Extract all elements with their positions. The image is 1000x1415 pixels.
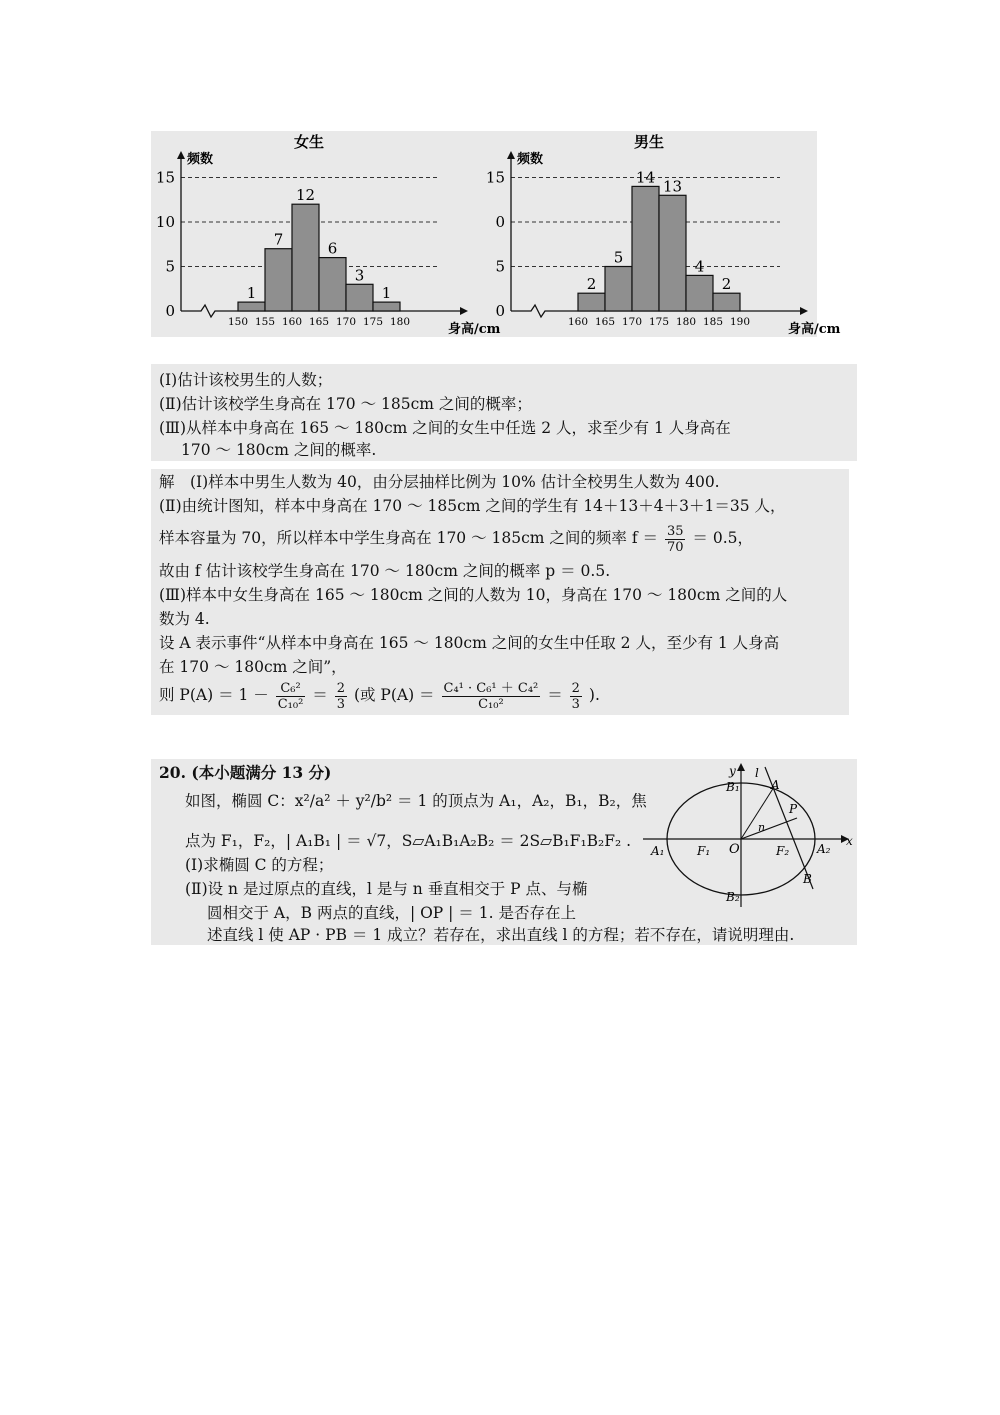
boys-x-tick-6: 190 (729, 316, 751, 328)
label-b2: B₂ (726, 890, 740, 904)
boys-x-tick-1: 165 (594, 316, 616, 328)
solution-line-7: 设 A 表示事件“从样本中身高在 165 ～ 180cm 之间的女生中任取 2 人，至少有 1 人身高 (159, 634, 780, 652)
ellipse-figure (641, 761, 861, 911)
solution-panel (151, 469, 849, 715)
label-n: n (758, 821, 766, 834)
boys-bar-3 (659, 195, 686, 311)
boys-x-tick-4: 180 (675, 316, 697, 328)
boys-bar-1 (605, 267, 632, 312)
boys-chart-title: 男生 (633, 133, 665, 151)
girls-bar-label-1: 7 (273, 230, 284, 249)
girls-bar-2 (292, 204, 319, 311)
boys-x-tick-5: 185 (702, 316, 724, 328)
label-a2: A₂ (817, 842, 831, 856)
problem-20-header: 20. (本小题满分 13 分) (159, 763, 332, 782)
solution-line-8: 在 170 ～ 180cm 之间”， (159, 658, 347, 676)
girls-bar-0 (238, 302, 265, 311)
solution-line-6: 数为 4. (159, 610, 210, 628)
girls-bar-label-4: 3 (354, 266, 365, 285)
label-y: y (729, 764, 736, 778)
boys-bar-5 (713, 293, 740, 311)
solution-line-5: (Ⅲ)样本中女生身高在 165 ～ 180cm 之间的人数为 10，身高在 170 ～ 180cm 之间的人 (159, 586, 788, 604)
label-l: l (755, 766, 759, 780)
question-2: (Ⅱ)估计该校学生身高在 170 ～ 185cm 之间的概率； (159, 395, 532, 413)
girls-y-tick-0: 0 (165, 302, 175, 320)
label-a: A (771, 778, 780, 792)
girls-x-tick-5: 175 (362, 316, 384, 328)
label-p: P (789, 802, 798, 816)
boys-bar-label-2: 14 (635, 168, 656, 187)
girls-x-tick-2: 160 (281, 316, 303, 328)
girls-y-tick-2: 10 (155, 213, 175, 231)
girls-y-tick-3: 15 (155, 168, 175, 187)
boys-x-tick-2: 170 (621, 316, 643, 328)
fraction-35-70: $\frac{35}{70}$ (666, 523, 684, 555)
fraction-c62-c102: $\frac{\text{C₆²}}{\text{C₁₀²}}$ (277, 680, 304, 712)
solution-line-3: 样本容量为 70，所以样本中学生身高在 170 ～ 185cm 之间的频率 f ＝ $\frac{35}{70}$ ＝ 0.5， (159, 523, 753, 555)
girls-x-tick-4: 170 (335, 316, 357, 328)
girls-x-tick-3: 165 (308, 316, 330, 328)
y-axis-arrow (737, 763, 745, 771)
solution-line-1: 解 (Ⅰ)样本中男生人数为 40，由分层抽样比例为 10% 估计全校男生人数为 400. (159, 473, 720, 491)
question-3: (Ⅲ)从样本中身高在 165 ～ 180cm 之间的女生中任选 2 人，求至少有 1 人身高在 (159, 419, 731, 437)
boys-x-tick-0: 160 (567, 316, 589, 328)
label-b: B (803, 872, 812, 886)
label-x: x (846, 834, 853, 848)
problem-20-line-3: 点为 F₁，F₂，| A₁B₁ | ＝ √7，S▱A₁B₁A₂B₂ ＝ 2S▱B₁F₁B₂F₂ . (185, 832, 632, 850)
girls-bar-label-0: 1 (246, 284, 257, 303)
histogram-panel (151, 131, 841, 337)
girls-x-axis-label: 身高/cm (448, 322, 501, 337)
problem-20-line-7: 述直线 l 使 AP · PB ＝ 1 成立？若存在，求出直线 l 的方程；若不存在，请说明理由. (207, 926, 795, 944)
problem-20-line-5: (Ⅱ)设 n 是过原点的直线，l 是与 n 垂直相交于 P 点、与椭 (185, 880, 588, 898)
question-3-cont: 170 ～ 180cm 之间的概率. (181, 441, 377, 459)
boys-x-axis-label: 身高/cm (788, 322, 841, 337)
problem-20-panel (151, 759, 857, 945)
label-o: O (729, 842, 740, 857)
girls-bar-3 (319, 258, 346, 311)
girls-x-tick-6: 180 (389, 316, 411, 328)
girls-x-tick-0: 150 (227, 316, 249, 328)
questions-panel (151, 364, 857, 461)
boys-bar-label-4: 4 (694, 257, 705, 276)
problem-20-line-6: 圆相交于 A，B 两点的直线，| OP | ＝ 1. 是否存在上 (207, 904, 576, 922)
boys-y-tick-3: 15 (485, 168, 505, 187)
girls-bar-4 (346, 284, 373, 311)
girls-x-axis-arrow (460, 307, 468, 315)
boys-x-tick-3: 175 (648, 316, 670, 328)
boys-bar-0 (578, 293, 605, 311)
label-f1: F₁ (697, 844, 711, 858)
girls-y-axis-arrow (177, 151, 185, 159)
girls-x-tick-1: 155 (254, 316, 276, 328)
girls-bar-5 (373, 302, 400, 311)
solution-line-4: 故由 f 估计该校学生身高在 170 ～ 180cm 之间的概率 p ＝ 0.5. (159, 562, 611, 580)
label-a1: A₁ (651, 844, 665, 858)
girls-y-axis-label: 频数 (187, 152, 214, 167)
question-1: (Ⅰ)估计该校男生的人数； (159, 371, 333, 389)
boys-bar-4 (686, 275, 713, 311)
boys-x-axis-arrow (800, 307, 808, 315)
boys-bar-label-0: 2 (586, 275, 597, 294)
girls-bar-label-5: 1 (381, 284, 392, 303)
boys-y-tick-1: 5 (495, 257, 505, 276)
boys-y-axis-label: 频数 (517, 152, 544, 167)
boys-y-tick-0: 0 (495, 302, 505, 320)
histogram-figure (151, 131, 841, 337)
girls-y-tick-1: 5 (165, 257, 175, 276)
label-b1: B₁ (726, 780, 740, 794)
boys-y-axis-arrow (507, 151, 515, 159)
girls-bar-1 (265, 249, 292, 311)
girls-bar-label-3: 6 (327, 239, 338, 258)
fraction-2-3-a: $\frac{2}{3}$ (336, 680, 345, 712)
boys-bar-2 (632, 186, 659, 311)
solution-line-2: (Ⅱ)由统计图知，样本中身高在 170 ～ 185cm 之间的学生有 14＋13＋4＋3＋1＝35 人， (159, 497, 786, 515)
label-f2: F₂ (776, 844, 790, 858)
fraction-2-3-b: $\frac{2}{3}$ (571, 680, 580, 712)
boys-bar-label-3: 13 (662, 177, 683, 196)
boys-y-tick-2: 0 (495, 213, 505, 231)
problem-20-line-2: 如图，椭圆 C：x²/a² ＋ y²/b² ＝ 1 的顶点为 A₁，A₂，B₁，B₂，焦 (185, 792, 647, 810)
girls-bar-label-2: 12 (295, 186, 316, 205)
solution-line-9: 则 P(A) ＝ 1 － $\frac{\text{C₆²}}{\text{C₁₀²}}$ ＝ $\frac{2}{3}$ (或 P(A) ＝ $\frac{\text{C₄¹ · C₆¹ ＋ C₄²}}{\text{C₁₀²}}$ ＝ $\frac{2}{3}$ ). (159, 680, 600, 712)
girls-chart-title: 女生 (293, 133, 325, 151)
boys-bar-label-5: 2 (721, 275, 732, 294)
problem-20-line-4: (Ⅰ)求椭圆 C 的方程； (185, 856, 334, 874)
fraction-combination: $\frac{\text{C₄¹ · C₆¹ ＋ C₄²}}{\text{C₁₀²}}$ (443, 680, 539, 712)
boys-bar-label-1: 5 (613, 248, 624, 267)
